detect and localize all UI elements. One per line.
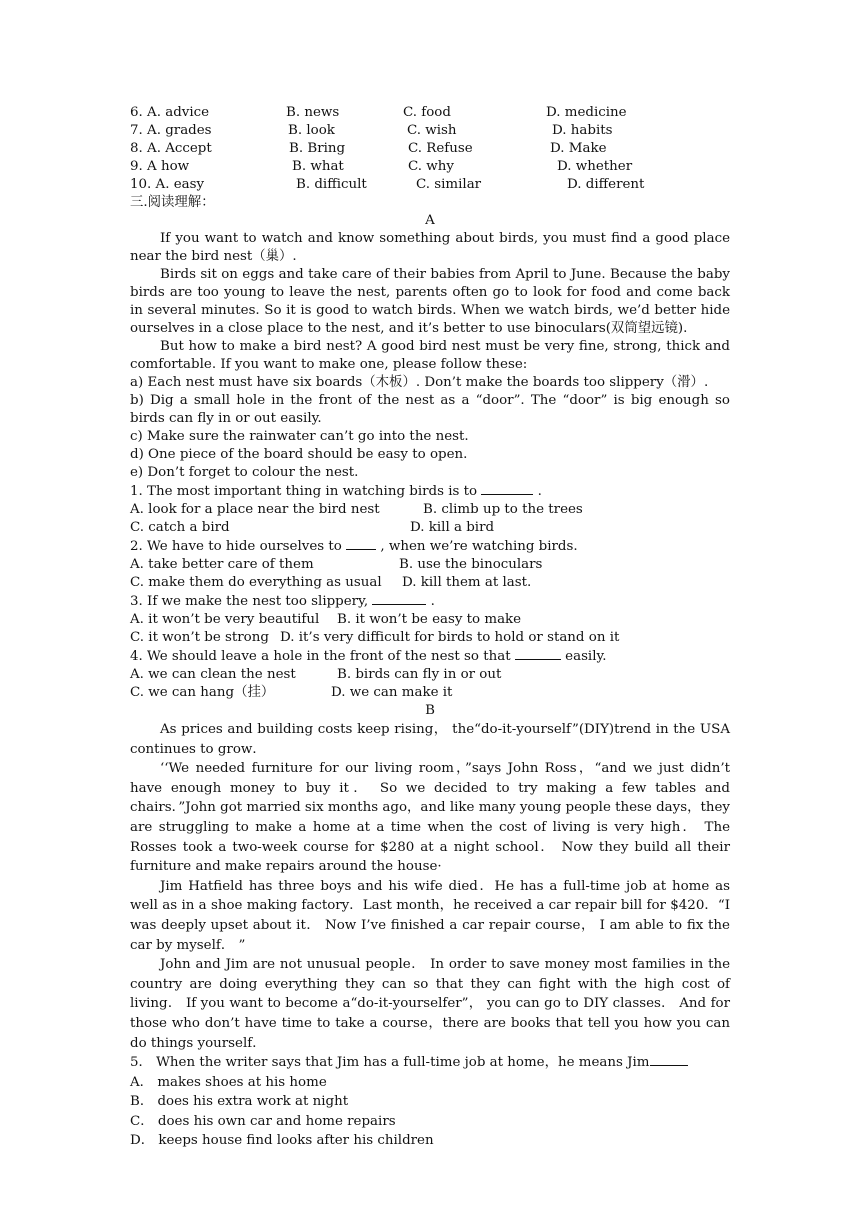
cloze-option-row [130,140,730,158]
answer-blank[interactable] [372,592,426,605]
option-b: B. use the binoculars [399,557,543,572]
option-b: B. difficult [296,177,367,192]
option-b: B． does his extra work at night [130,1094,349,1110]
option-pair [130,556,730,574]
question-stem [130,647,730,666]
option-c: C. Refuse [408,141,473,156]
option-a: 10. A. easy [130,177,205,192]
option-a: 6. A. advice [130,105,210,120]
option-d: D. different [567,177,645,192]
question-stem-end: . [537,484,542,499]
passage-a [130,212,730,702]
option-d: D. kill them at last. [402,575,532,590]
option-c: C. food [403,105,451,120]
question-stem-end: easily. [565,649,607,664]
option-d: D. medicine [546,105,627,120]
question-stem-end: , when we’re watching birds. [380,539,578,554]
question-stem-text: 3. If we make the nest too slippery, [130,594,369,609]
option-d: D. whether [557,159,633,174]
option-d: D. kill a bird [410,520,495,535]
option-a: A． makes shoes at his home [130,1074,327,1090]
option-b: B. what [292,159,344,174]
option-c: C. we can hang（挂） [130,685,275,700]
option-pair [130,684,730,702]
cloze-option-row [130,122,730,140]
question-stem-text: 4. We should leave a hole in the front of the nest so that [130,649,511,664]
option-b: B. news [286,105,340,120]
paragraph: As prices and building costs keep rising， the“do-it-yourself”(DIY)trend in the USA continues to grow． [130,722,730,757]
answer-blank[interactable] [515,647,561,660]
option-d: D． keeps house find looks after his children [130,1133,434,1149]
list-item: e) Don’t forget to colour the nest. [130,465,359,480]
option-b: B. climb up to the trees [423,502,583,517]
paragraph: John and Jim are not unusual people． In order to save money most families in the country are doing everything they can so that they can fight with the high cost of living． If you want to become a“do-it-yourselfer”， you can go to DIY classes． And for those who don’t have time to take a course，there are books that tell you how you can do things yourself． [130,957,730,1051]
question-stem-text: 2. We have to hide ourselves to [130,539,342,554]
list-item: d) One piece of the board should be easy to open. [130,447,468,462]
option-b: B. it won’t be easy to make [337,612,522,627]
passage-b [130,702,730,1151]
paragraph: If you want to watch and know something about birds, you must find a good place near the bird nest（巢）. [130,231,730,264]
option-b: B. birds can fly in or out [337,667,502,682]
option-a: A. take better care of them [130,557,314,572]
option-pair [130,574,730,592]
option-c: C. similar [416,177,482,192]
list-item: b) Dig a small hole in the front of the nest as a “door”. The “door” is big enough so birds can fly in or out easily. [130,393,730,426]
cloze-option-row [130,104,730,122]
question-stem-text: 1. The most important thing in watching birds is to [130,484,478,499]
question-stem-text: 5． When the writer says that Jim has a full-time job at home，he means Jim [130,1055,650,1071]
option-a: A. we can clean the nest [130,667,296,682]
cloze-option-row [130,176,730,194]
paragraph: Jim Hatfield has three boys and his wife died．He has a full-time job at home as well as in a shoe making factory．Last month，he received a car repair bill for $420．“I was deeply upset about it． Now I’ve finished a car repair course， I am able to fix the car by myself． ” [130,878,730,953]
option-a: 8. A. Accept [130,141,212,156]
question-stem-end: . [430,594,435,609]
option-pair [130,519,730,537]
option-a: 9. A how [130,159,190,174]
question-stem [130,1053,730,1073]
option-pair [130,501,730,519]
option-c: C. why [408,159,454,174]
option-pair [130,629,730,647]
answer-blank[interactable] [346,537,376,550]
option-a: 7. A. grades [130,123,212,138]
cloze-options [130,104,730,194]
question-stem [130,482,730,501]
option-d: D. habits [552,123,613,138]
answer-blank[interactable] [481,482,533,495]
document-page [130,104,730,1151]
answer-blank[interactable] [650,1053,688,1066]
passage-label: B [425,703,435,718]
option-b: B. Bring [289,141,346,156]
cloze-option-row [130,158,730,176]
paragraph: ‘‘We needed furniture for our living room，”says John Ross，“and we just didn’t have enough money to buy it． So we decided to try making a few tables and chairs．”John got married six months ago，and like many young people these days，they are struggling to make a home at a time when the cost of living is very high． The Rosses took a two-week course for $280 at a night school． Now they build all their furniture and make repairs around the house· [130,761,730,875]
question-stem [130,537,730,556]
option-d: D. it’s very difficult for birds to hold or stand on it [280,630,620,645]
option-b: B. look [288,123,335,138]
paragraph: Birds sit on eggs and take care of their babies from April to June. Because the baby birds are too young to leave the nest, parents often go to look for food and come back in several minutes. So it is good to watch birds. When we watch birds, we’d better hide ourselves in a close place to the nest, and it’s better to use binoculars(双筒望远镜). [130,267,730,336]
option-a: A. it won’t be very beautiful [130,612,320,627]
list-item: c) Make sure the rainwater can’t go into the nest. [130,429,469,444]
reading-heading: 三.阅读理解： [130,195,215,210]
paragraph: But how to make a bird nest? A good bird nest must be very fine, strong, thick and comfortable. If you want to make one, please follow these: [130,339,730,372]
option-c: C. wish [407,123,457,138]
list-item: a) Each nest must have six boards（木板）. Don’t make the boards too slippery（滑）. [130,375,709,390]
option-c: C. catch a bird [130,520,230,535]
option-pair [130,611,730,629]
option-c: C． does his own car and home repairs [130,1113,396,1129]
passage-label: A [425,213,435,228]
option-c: C. it won’t be strong [130,630,269,645]
option-d: D. we can make it [331,685,453,700]
option-pair [130,666,730,684]
option-d: D. Make [550,141,607,156]
question-stem [130,592,730,611]
option-a: A. look for a place near the bird nest [130,502,380,517]
option-c: C. make them do everything as usual [130,575,382,590]
